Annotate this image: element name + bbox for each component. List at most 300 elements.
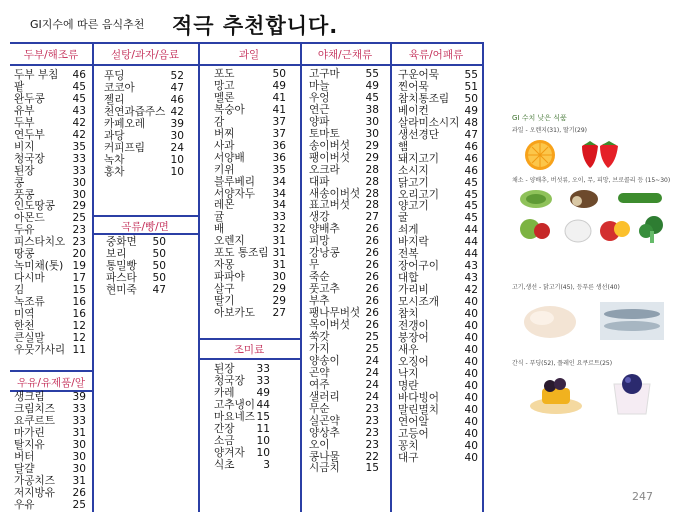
gi-value: 28 [365,199,379,212]
gi-value: 33 [72,152,86,165]
gi-value: 37 [272,127,286,140]
gi-value: 23 [365,426,379,439]
food-name: 대구 [398,451,419,464]
list-seasoning [214,364,270,472]
food-name: 멜론 [214,91,235,104]
header-veg: 야채/근채류 [317,49,373,61]
food-name: 목이버섯 [309,319,350,332]
list-item [398,166,478,178]
food-name: 샐러리 [309,390,340,403]
gi-value: 40 [464,415,478,428]
list-item [104,143,184,155]
list-item [398,142,478,154]
food-name: 보리 [106,247,127,260]
gi-value: 40 [464,379,478,392]
list-item [106,285,166,297]
gi-value: 10 [170,153,184,166]
food-name: 자몽 [214,259,235,272]
food-name: 천연과즙주스 [104,105,166,118]
food-name: 현미죽 [106,283,137,296]
food-name: 버터 [14,450,35,463]
list-item [398,178,478,190]
gi-value: 36 [272,139,286,152]
list-item [309,404,379,416]
gi-value: 42 [464,284,478,297]
orange-image [520,138,560,172]
food-name: 크림치즈 [14,402,55,415]
food-name: 오렌지 [214,235,245,248]
list-item [309,463,379,475]
food-name: 오리고기 [398,188,439,201]
header-dairy: 우유/유제품/알 [17,377,85,389]
gi-value: 50 [152,247,166,260]
list-item [14,345,86,357]
gi-value: 29 [72,200,86,213]
gi-value: 37 [272,115,286,128]
header-meat: 육류/어패류 [408,49,464,61]
gi-value: 36 [272,151,286,164]
list-item [14,440,86,452]
gi-value: 30 [365,115,379,128]
gi-value: 44 [464,236,478,249]
gi-value: 34 [272,199,286,212]
list-sugar [104,71,184,179]
food-name: 팥 [14,80,25,93]
gi-value: 10 [170,165,184,178]
food-name: 고구마 [309,68,340,80]
gi-value: 15 [256,410,270,423]
food-name: 고등어 [398,427,429,440]
food-name: 부추 [309,295,330,308]
food-name: 두부 [14,116,35,129]
strawberry-image [578,136,622,172]
list-item [104,167,184,179]
food-name: 간장 [214,422,235,435]
list-item [398,417,478,429]
gi-value: 10 [256,434,270,447]
gi-value: 40 [464,403,478,416]
gi-value: 23 [72,236,86,249]
food-name: 고추냉이 [214,398,255,411]
food-name: 굴 [398,212,409,225]
gi-value: 26 [365,247,379,260]
caption-snack: 간식 - 푸딩(52), 플레인 요쿠르트(25) [512,360,613,367]
food-name: 토마토 [309,127,340,140]
food-name: 양고기 [398,200,429,213]
list-item [398,130,478,142]
dairy-top-line [10,370,92,372]
gi-value: 46 [464,140,478,153]
gi-value: 23 [365,438,379,451]
gi-value: 46 [464,152,478,165]
food-name: 젤리 [104,93,125,106]
food-name: 팽이버섯 [309,151,350,164]
list-item [14,464,86,476]
food-name: 탈지유 [14,438,45,451]
gi-value: 44 [256,398,270,411]
gi-value: 33 [72,164,86,177]
gi-value: 42 [72,116,86,129]
gi-value: 43 [464,272,478,285]
food-name: 햄 [398,140,409,153]
gi-value: 31 [272,235,286,248]
food-name: 파파야 [214,271,245,284]
food-name: 시금치 [309,462,340,475]
food-name: 돼지고기 [398,152,439,165]
gi-value: 11 [256,422,270,435]
gi-value: 40 [464,391,478,404]
gi-value: 3 [263,458,270,471]
caption-meat: 고기,생선 - 닭고기(45), 등푸른 생선(40) [512,284,620,291]
gi-value: 40 [464,367,478,380]
gi-value: 12 [72,320,86,333]
header-tofu: 두부/해조류 [23,49,79,61]
gi-value: 31 [272,259,286,272]
gi-value: 30 [72,176,86,189]
list-fruit [214,69,286,320]
divider-3 [300,42,302,512]
list-item [309,153,379,165]
list-item [309,141,379,153]
list-item [398,381,478,393]
gi-value: 32 [272,223,286,236]
food-name: 꽁치 [398,439,419,452]
gi-value: 40 [464,451,478,464]
food-name: 감 [214,115,225,128]
gi-value: 27 [272,307,286,320]
food-name: 된장 [214,363,235,375]
food-name: 녹미채(톳) [14,260,64,273]
gi-value: 20 [72,248,86,261]
food-name: 명란 [398,379,419,392]
list-dairy [14,392,86,512]
vegetables-image [514,185,670,247]
list-item [14,154,86,166]
food-name: 두유 [14,224,35,237]
gi-value: 33 [256,363,270,375]
food-name: 팽나무버섯 [309,307,361,320]
food-name: 우유 [14,498,35,511]
gi-value: 24 [365,354,379,367]
gi-value: 49 [365,79,379,92]
food-name: 소금 [214,434,235,447]
gi-value: 35 [72,140,86,153]
food-name: 찐어묵 [398,80,429,93]
food-name: 양송이 [309,354,340,367]
list-item [214,153,286,165]
food-name: 레몬 [214,199,235,212]
gi-value: 10 [256,446,270,459]
food-name: 인도땅콩 [14,200,55,213]
list-grain [106,237,166,297]
food-name: 완두콩 [14,92,45,105]
food-name: 실곤약 [309,414,340,427]
food-name: 강낭콩 [309,247,340,260]
food-name: 복숭아 [214,103,245,116]
list-item [398,393,478,405]
food-name: 풋콩 [14,188,35,201]
gi-value: 33 [72,402,86,415]
list-item [309,440,379,452]
food-name: 푸딩 [104,70,125,82]
snack-image [520,370,670,420]
list-item [398,453,478,465]
food-name: 코코아 [104,81,135,94]
gi-value: 26 [365,235,379,248]
gi-value: 47 [170,81,184,94]
list-item [214,141,286,153]
food-name: 피스타치오 [14,236,66,249]
list-item [398,405,478,417]
food-name: 여주 [309,378,330,391]
page-title: 적극 추천합니다. [172,14,339,38]
gi-value: 45 [464,200,478,213]
food-name: 쇠게 [398,224,419,237]
list-item [398,429,478,441]
list-item [309,428,379,440]
gi-value: 40 [464,427,478,440]
food-name: 전복 [398,248,419,261]
list-item [398,118,478,130]
list-item [309,117,379,129]
list-item [309,380,379,392]
gi-value: 50 [272,68,286,80]
food-name: 땅콩 [14,248,35,261]
food-name: 서양자두 [214,187,255,200]
gi-value: 25 [365,330,379,343]
gi-value: 34 [272,187,286,200]
list-item [398,154,478,166]
gi-value: 46 [464,164,478,177]
gi-value: 38 [365,103,379,116]
food-name: 새송이버섯 [309,187,361,200]
gi-value: 24 [365,390,379,403]
food-name: 양겨자 [214,446,245,459]
header-bottom-line [10,64,482,66]
food-name: 전갱이 [398,320,429,333]
gi-value: 49 [256,386,270,399]
food-name: 비지 [14,140,35,153]
food-name: 오이 [309,438,330,451]
food-name: 마늘 [309,79,330,92]
food-name: 연두부 [14,128,45,141]
food-name: 두부 부침 [14,69,59,81]
food-name: 모시조개 [398,296,439,309]
gi-value: 45 [72,80,86,93]
food-name: 무 [309,259,320,272]
food-name: 미역 [14,308,35,321]
gi-value: 39 [170,117,184,130]
list-item [214,412,270,424]
divider-1 [92,42,94,512]
food-name: 대파 [309,175,330,188]
list-item [309,368,379,380]
gi-value: 33 [256,374,270,387]
food-name: 큰실말 [14,331,45,344]
gi-value: 26 [365,259,379,272]
list-item [214,460,270,472]
gi-value: 23 [72,224,86,237]
gi-value: 30 [272,271,286,284]
gi-value: 45 [464,212,478,225]
food-name: 홍차 [104,165,125,178]
gi-value: 45 [464,176,478,189]
list-item [14,166,86,178]
food-name: 붕장어 [398,331,429,344]
gi-value: 40 [464,331,478,344]
gi-value: 42 [72,128,86,141]
list-item [309,416,379,428]
gi-value: 26 [365,271,379,284]
food-name: 카페오레 [104,117,145,130]
gi-value: 24 [170,141,184,154]
list-item [309,129,379,141]
gi-value: 40 [464,355,478,368]
grain-top-line [92,215,198,217]
gi-value: 45 [464,188,478,201]
gi-value: 43 [464,260,478,273]
food-name: 사과 [214,139,235,152]
gi-value: 45 [365,91,379,104]
food-name: 과당 [104,129,125,142]
food-name: 생선경단 [398,128,439,141]
gi-value: 23 [365,402,379,415]
gi-value: 28 [365,163,379,176]
food-name: 가공치즈 [14,474,55,487]
header-seasoning: 조미료 [233,344,265,356]
food-name: 풋고추 [309,283,340,296]
gi-value: 41 [272,103,286,116]
food-name: 녹차 [104,153,125,166]
gi-value: 25 [72,212,86,225]
food-name: 소시지 [398,164,429,177]
gi-value: 11 [72,343,86,356]
list-item [104,155,184,167]
list-item [214,177,286,189]
meat-fish-image [520,294,670,346]
gi-value: 16 [72,296,86,309]
list-item [214,308,286,320]
food-name: 우뭇가사리 [14,343,66,356]
gi-value: 34 [272,175,286,188]
gi-value: 12 [72,331,86,344]
food-name: 표고버섯 [309,199,350,212]
caption-fruit: 과일 - 오렌지(31), 딸기(29) [512,127,587,134]
gi-value: 30 [72,188,86,201]
gi-value: 17 [72,272,86,285]
gi-value: 26 [365,295,379,308]
gi-value: 44 [464,224,478,237]
food-name: 블루베리 [214,175,255,188]
gi-value: 26 [72,486,86,499]
divider-2 [198,42,200,512]
gi-value: 26 [365,319,379,332]
gi-value: 49 [464,104,478,117]
gi-value: 45 [72,92,86,105]
food-name: 저지방유 [14,486,55,499]
gi-value: 50 [152,236,166,248]
food-name: 커피프림 [104,141,145,154]
food-name: 참치통조림 [398,92,450,105]
list-item [398,369,478,381]
gi-value: 52 [170,70,184,82]
food-name: 귤 [214,211,225,224]
food-name: 새우 [398,343,419,356]
food-name: 살라미소시지 [398,116,460,129]
gi-value: 40 [464,296,478,309]
gi-value: 50 [152,259,166,272]
list-item [309,165,379,177]
list-item [14,118,86,130]
list-item [214,448,270,460]
list-tofu [14,70,86,357]
food-name: 우엉 [309,91,330,104]
food-name: 서양배 [214,151,245,164]
header-sugar: 설탕/과자/음료 [111,49,179,61]
list-item [14,130,86,142]
gi-value: 26 [365,283,379,296]
food-name: 바지락 [398,236,429,249]
food-name: 유부 [14,104,35,117]
food-name: 닭고기 [398,176,429,189]
list-item [214,424,270,436]
gi-value: 55 [464,69,478,81]
food-name: 된장 [14,164,35,177]
list-item [14,476,86,488]
gi-value: 31 [72,426,86,439]
food-name: 말린멸치 [398,403,439,416]
food-name: 통밀빵 [106,259,137,272]
list-item [214,117,286,129]
food-name: 대합 [398,272,419,285]
food-name: 양배추 [309,223,340,236]
gi-value: 26 [365,223,379,236]
gi-value: 15 [365,462,379,475]
gi-value: 46 [72,69,86,81]
list-item [14,500,86,512]
gi-value: 47 [464,128,478,141]
food-name: 달걀 [14,462,35,475]
gi-value: 29 [365,151,379,164]
page-subtitle: GI지수에 따른 음식추천 [30,18,145,31]
gi-value: 31 [72,474,86,487]
gi-value: 30 [365,127,379,140]
gi-value: 15 [72,284,86,297]
food-name: 연근 [309,103,330,116]
list-item [309,177,379,189]
food-name: 아몬드 [14,212,45,225]
gi-value: 29 [272,295,286,308]
food-name: 콩 [14,176,25,189]
food-name: 녹조류 [14,296,45,309]
seasoning-top-line [198,338,300,340]
gi-value: 24 [365,378,379,391]
gi-value: 33 [272,211,286,224]
food-name: 포도 [214,68,235,80]
list-item [214,129,286,141]
food-name: 송이버섯 [309,139,350,152]
gi-value: 30 [72,450,86,463]
list-item [104,119,184,131]
gi-value: 33 [72,414,86,427]
food-name: 구운어묵 [398,69,439,81]
header-grain: 곡류/빵/면 [121,221,169,233]
food-name: 바다빙어 [398,391,439,404]
food-name: 살구 [214,283,235,296]
list-veg [309,69,379,475]
gi-value: 26 [365,307,379,320]
side-heading: GI 수치 낮은 식품 [512,114,567,122]
